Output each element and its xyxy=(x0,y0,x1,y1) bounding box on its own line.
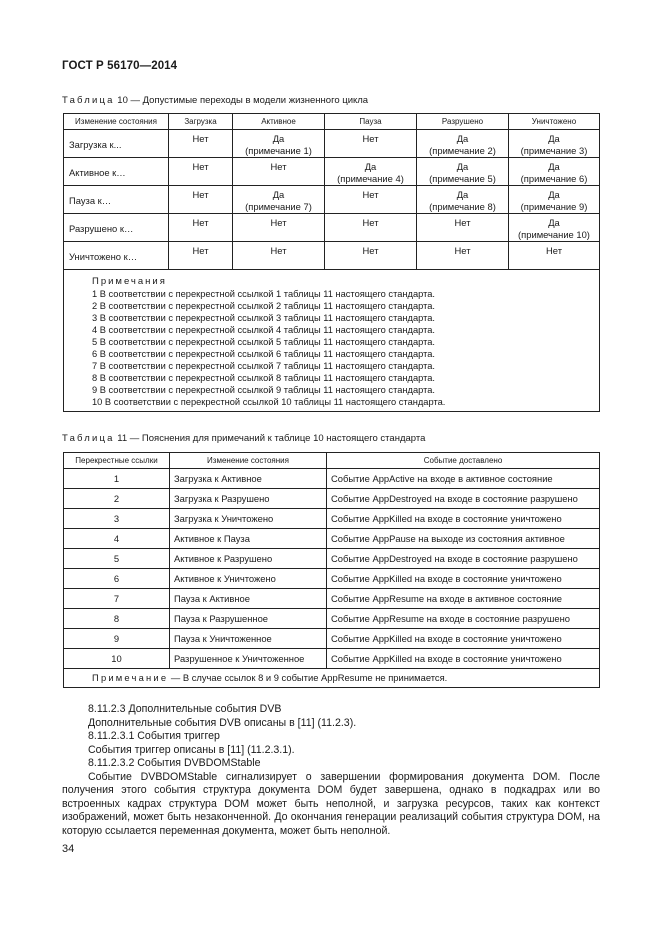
table11-event-cell: Событие AppDestroyed на входе в состояние разрушено xyxy=(327,489,600,509)
table11-ref-cell: 3 xyxy=(64,509,170,529)
section-heading-8-11-2-3: 8.11.2.3 Дополнительные события DVB xyxy=(88,703,282,715)
table10-cell-line: Да xyxy=(456,161,469,172)
table10-cell xyxy=(417,214,509,242)
table11-row xyxy=(64,629,600,649)
table10-row xyxy=(64,242,600,270)
table10-row-label: Загрузка к... xyxy=(64,130,169,158)
table11-row xyxy=(64,569,600,589)
table10-note-line: 10 В соответствии с перекрестной ссылкой 10 таблицы 11 настоящего стандарта. xyxy=(92,397,446,407)
table10-cell-line: (примечание 1) xyxy=(245,144,312,156)
section-text-1: Дополнительные события DVB описаны в [11] (11.2.3). xyxy=(88,716,357,729)
table11-note-word: Примечание xyxy=(92,672,169,684)
table11-event-cell: Событие AppKilled на входе в состояние уничтожено xyxy=(327,649,600,669)
table10-cell xyxy=(233,214,325,242)
table11-ref-cell: 2 xyxy=(64,489,170,509)
table11-caption xyxy=(62,433,425,444)
table10-cell-line: Нет xyxy=(192,189,209,200)
table10-cell-line: Да xyxy=(456,189,469,200)
table11-row xyxy=(64,649,600,669)
table10-cell xyxy=(233,130,325,158)
table10-cell-line: (примечание 10) xyxy=(518,228,590,240)
table10-caption-text: 10 — Допустимые переходы в модели жизненного цикла xyxy=(114,95,369,106)
table11-row xyxy=(64,609,600,629)
table10-cell-line: (примечание 2) xyxy=(429,144,496,156)
table10-cell-line: (примечание 8) xyxy=(429,200,496,212)
table11-note-text: — В случае ссылок 8 и 9 событие AppResume не принимается. xyxy=(168,672,448,684)
table11-note xyxy=(64,669,600,688)
table10-header-cell: Разрушено xyxy=(417,114,509,130)
table11-state-cell: Пауза к Уничтоженное xyxy=(170,629,327,649)
table10-cell xyxy=(325,186,417,214)
table10-cell xyxy=(169,130,233,158)
table10-header-cell: Активное xyxy=(233,114,325,130)
table10-cell xyxy=(417,158,509,186)
table10-row xyxy=(64,214,600,242)
table10-cell xyxy=(509,130,600,158)
table10-cell-line: Да xyxy=(272,189,285,200)
table11-header-cell: Перекрестные ссылки xyxy=(64,453,170,469)
table10-cell-line: Нет xyxy=(362,245,379,256)
table10-cell xyxy=(325,214,417,242)
table10-cell-line: (примечание 7) xyxy=(245,200,312,212)
document-header: ГОСТ Р 56170—2014 xyxy=(62,60,178,72)
table10-header-cell: Загрузка xyxy=(169,114,233,130)
table11-event-cell: Событие AppDestroyed на входе в состояние разрушено xyxy=(327,549,600,569)
table10-row-label: Активное к… xyxy=(64,158,169,186)
table11-state-cell: Активное к Уничтожено xyxy=(170,569,327,589)
table11-state-cell: Пауза к Активное xyxy=(170,589,327,609)
table10-cell xyxy=(233,242,325,270)
table10-cell-line: (примечание 9) xyxy=(520,200,588,212)
table10-cell-line: (примечание 3) xyxy=(520,144,588,156)
table10-row xyxy=(64,186,600,214)
table10-cell xyxy=(417,186,509,214)
table11-ref-cell: 6 xyxy=(64,569,170,589)
table10-note-line: 8 В соответствии с перекрестной ссылкой 8 таблицы 11 настоящего стандарта. xyxy=(92,373,436,383)
table10-note-line: 4 В соответствии с перекрестной ссылкой 4 таблицы 11 настоящего стандарта. xyxy=(92,325,436,335)
table10-cell xyxy=(509,214,600,242)
table10-cell xyxy=(325,158,417,186)
table10-cell-line: Да xyxy=(456,133,469,144)
table11-header-row xyxy=(64,453,600,469)
table10-note-line: 5 В соответствии с перекрестной ссылкой 5 таблицы 11 настоящего стандарта. xyxy=(92,337,436,347)
table11-ref-cell: 9 xyxy=(64,629,170,649)
table11-event-cell: Событие AppResume на входе в активное состояние xyxy=(327,589,600,609)
table10-caption xyxy=(62,95,368,106)
table11-row xyxy=(64,469,600,489)
table10-cell-line: Нет xyxy=(454,245,471,256)
table10-cell-line: Да xyxy=(548,161,560,172)
table10-cell-line: Нет xyxy=(362,133,379,144)
table10-cell xyxy=(509,186,600,214)
table11-ref-cell: 10 xyxy=(64,649,170,669)
table10-cell-line: Нет xyxy=(270,161,287,172)
table11-ref-cell: 1 xyxy=(64,469,170,489)
table11-caption-word: Таблица xyxy=(62,433,115,444)
table11-state-cell: Активное к Пауза xyxy=(170,529,327,549)
table11-row xyxy=(64,509,600,529)
table11-event-cell: Событие AppActive на входе в активное состояние xyxy=(327,469,600,489)
table10-note-line: 6 В соответствии с перекрестной ссылкой 6 таблицы 11 настоящего стандарта. xyxy=(92,349,436,359)
section-text-2: События триггер описаны в [11] (11.2.3.1). xyxy=(88,743,295,756)
table-11 xyxy=(63,452,600,688)
table10-row xyxy=(64,158,600,186)
page-number: 34 xyxy=(62,843,75,855)
table10-cell-line: Нет xyxy=(362,189,379,200)
table11-header-cell: Изменение состояния xyxy=(170,453,327,469)
table10-cell xyxy=(233,186,325,214)
table11-header-cell: Событие доставлено xyxy=(327,453,600,469)
table10-cell-line: Да xyxy=(548,133,560,144)
table10-cell-line: Да xyxy=(364,161,377,172)
table11-state-cell: Загрузка к Уничтожено xyxy=(170,509,327,529)
table10-cell-line: (примечание 5) xyxy=(429,172,496,184)
table10-note-line: 3 В соответствии с перекрестной ссылкой 3 таблицы 11 настоящего стандарта. xyxy=(92,313,436,323)
table11-ref-cell: 5 xyxy=(64,549,170,569)
table11-caption-text: 11 — Пояснения для примечаний к таблице 10 настоящего стандарта xyxy=(114,433,426,444)
table10-row xyxy=(64,130,600,158)
table11-row xyxy=(64,589,600,609)
section-heading-8-11-2-3-1: 8.11.2.3.1 События триггер xyxy=(88,730,220,742)
table10-cell-line: (примечание 6) xyxy=(520,172,588,184)
table10-cell-line: Нет xyxy=(270,217,287,228)
table10-cell-line: Нет xyxy=(192,245,209,256)
table10-cell-line: Нет xyxy=(192,161,209,172)
table11-ref-cell: 7 xyxy=(64,589,170,609)
table10-cell-line: Да xyxy=(272,133,285,144)
table11-state-cell: Загрузка к Разрушено xyxy=(170,489,327,509)
table-10 xyxy=(63,113,600,412)
table10-header-cell: Изменение состояния xyxy=(64,114,169,130)
table10-cell xyxy=(233,158,325,186)
table10-row-label: Уничтожено к… xyxy=(64,242,169,270)
table11-event-cell: Событие AppResume на входе в состояние разрушено xyxy=(327,609,600,629)
table11-note-row xyxy=(64,669,600,688)
table11-event-cell: Событие AppKilled на входе в состояние уничтожено xyxy=(327,509,600,529)
table10-row-label: Пауза к… xyxy=(64,186,169,214)
table10-row-label: Разрушено к… xyxy=(64,214,169,242)
table11-state-cell: Пауза к Разрушенное xyxy=(170,609,327,629)
table11-event-cell: Событие AppKilled на входе в состояние уничтожено xyxy=(327,629,600,649)
table10-cell-line: Нет xyxy=(192,217,209,228)
table11-row xyxy=(64,549,600,569)
section-paragraph: Событие DVBDOMStable сигнализирует о завершении формирования документа DOM. После получения этого события структура документа DOM будет завершена, однако в подкадрах или во встроенных кадрах структура DOM может быть неполной, и загрузка ресурсов, таких как контекст изображений, может быть незаконченной. До окончания генерации реализаций события структура DOM, на которую ссылается переменная документа, может быть неполной. xyxy=(62,770,600,837)
table10-cell-line: Нет xyxy=(454,217,471,228)
table10-cell xyxy=(509,158,600,186)
table11-event-cell: Событие AppKilled на входе в состояние уничтожено xyxy=(327,569,600,589)
table11-state-cell: Разрушенное к Уничтоженное xyxy=(170,649,327,669)
table11-event-cell: Событие AppPause на выходе из состояния активное xyxy=(327,529,600,549)
table10-cell-line: Нет xyxy=(362,217,379,228)
table10-cell xyxy=(417,242,509,270)
table10-cell xyxy=(169,186,233,214)
table10-cell xyxy=(325,130,417,158)
table10-notes-row xyxy=(64,270,600,412)
table11-row xyxy=(64,529,600,549)
table11-ref-cell: 8 xyxy=(64,609,170,629)
table10-note-line: 7 В соответствии с перекрестной ссылкой 7 таблицы 11 настоящего стандарта. xyxy=(92,361,436,371)
section-heading-8-11-2-3-2: 8.11.2.3.2 События DVBDOMStable xyxy=(88,757,261,769)
table10-cell xyxy=(325,242,417,270)
table10-caption-word: Таблица xyxy=(62,95,115,106)
table10-note-line: 2 В соответствии с перекрестной ссылкой 2 таблицы 11 настоящего стандарта. xyxy=(92,301,436,311)
table10-cell-line: Нет xyxy=(546,245,562,256)
table10-cell xyxy=(169,158,233,186)
table10-cell-line: Да xyxy=(548,217,560,228)
table10-notes xyxy=(64,270,600,412)
table10-header-cell: Уничтожено xyxy=(509,114,600,130)
table10-note-line: 9 В соответствии с перекрестной ссылкой 9 таблицы 11 настоящего стандарта. xyxy=(92,385,436,395)
table10-notes-title: Примечания xyxy=(92,276,167,287)
table10-cell-line: (примечание 4) xyxy=(337,172,404,184)
table10-cell-line: Нет xyxy=(192,133,209,144)
section-body xyxy=(62,703,600,838)
table10-cell xyxy=(169,242,233,270)
table10-cell xyxy=(169,214,233,242)
table10-cell-line: Да xyxy=(548,189,560,200)
table10-header-row xyxy=(64,114,600,130)
table11-state-cell: Активное к Разрушено xyxy=(170,549,327,569)
table11-ref-cell: 4 xyxy=(64,529,170,549)
table11-state-cell: Загрузка к Активное xyxy=(170,469,327,489)
table10-cell-line: Нет xyxy=(270,245,287,256)
table10-header-cell: Пауза xyxy=(325,114,417,130)
table11-row xyxy=(64,489,600,509)
table10-cell xyxy=(509,242,600,270)
table10-cell xyxy=(417,130,509,158)
table10-note-line: 1 В соответствии с перекрестной ссылкой 1 таблицы 11 настоящего стандарта. xyxy=(92,289,436,299)
